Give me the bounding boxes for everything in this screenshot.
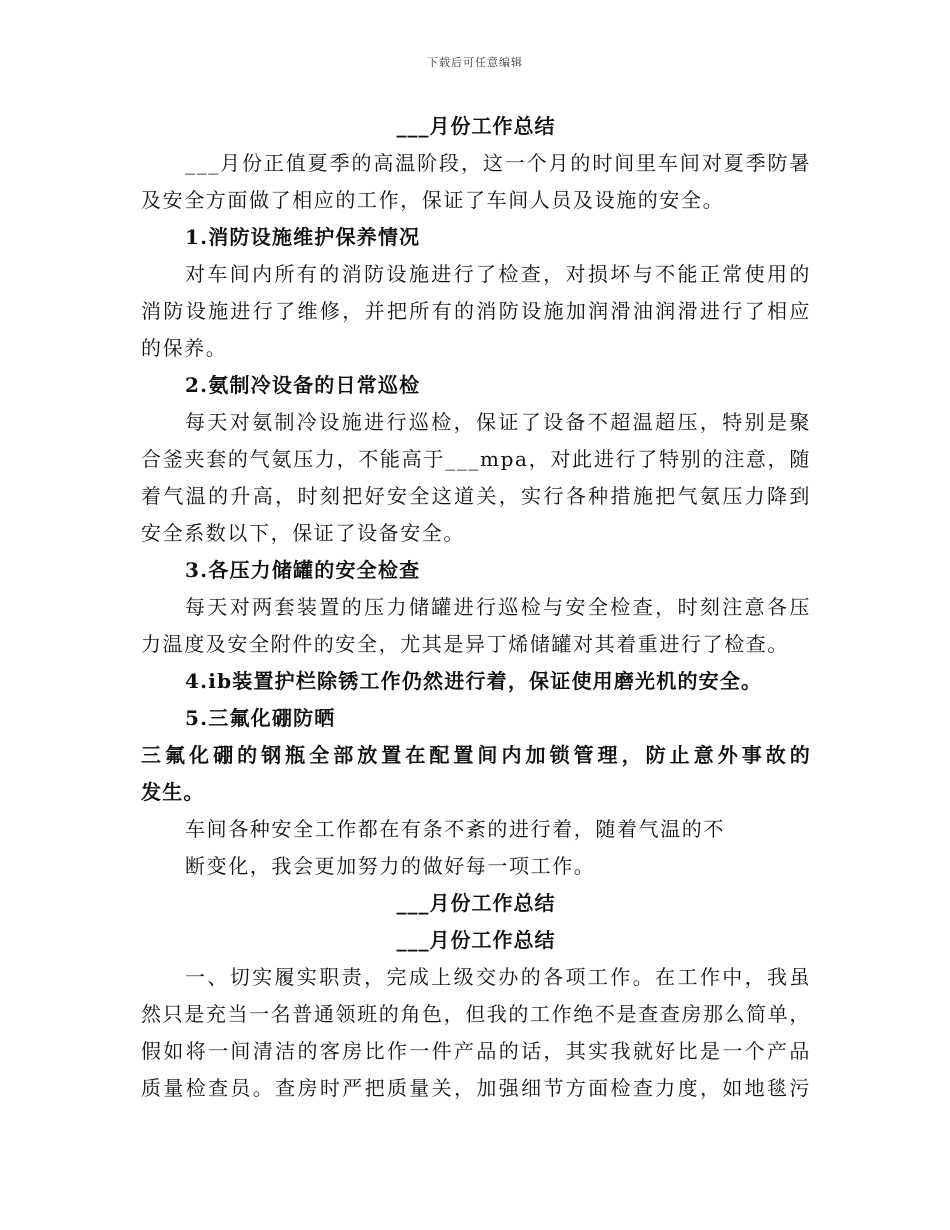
paragraph-line: 力温度及安全附件的安全，尤其是异丁烯储罐对其着重进行了检查。 <box>141 632 789 656</box>
paragraph-line: 假如将一间清洁的客房比作一件产品的话，其实我就好比是一个产品 <box>141 1039 811 1063</box>
paragraph-line: 然只是充当一名普通领班的角色，但我的工作绝不是查查房那么简单， <box>141 1002 811 1026</box>
section-title: ___月份工作总结 <box>396 891 556 915</box>
paragraph-line: 合釜夹套的气氨压力，不能高于___mpa，对此进行了特别的注意，随 <box>141 447 811 471</box>
paragraph-line: 一、切实履实职责，完成上级交办的各项工作。在工作中，我虽 <box>185 965 811 989</box>
paragraph-line: 着气温的升高，时刻把好安全这道关，实行各种措施把气氨压力降到 <box>141 484 811 508</box>
paragraph-line: 消防设施进行了维修，并把所有的消防设施加润滑油润滑进行了相应 <box>141 299 811 323</box>
paragraph-line-bold: 三氟化硼的钢瓶全部放置在配置间内加锁管理，防止意外事故的 <box>141 743 811 767</box>
paragraph-line: 每天对氨制冷设施进行巡检，保证了设备不超温超压，特别是聚 <box>185 410 811 434</box>
paragraph-line-bold: 发生。 <box>141 780 205 804</box>
paragraph-line: 对车间内所有的消防设施进行了检查，对损坏与不能正常使用的 <box>185 262 811 286</box>
paragraph-line: 每天对两套装置的压力储罐进行巡检与安全检查，时刻注意各压 <box>185 595 811 619</box>
header-note: 下载后可任意编辑 <box>427 56 523 69</box>
section-title: ___月份工作总结 <box>396 114 556 138</box>
section-title: ___月份工作总结 <box>396 928 556 952</box>
subheading: 1.消防设施维护保养情况 <box>185 225 421 249</box>
paragraph-line: 车间各种安全工作都在有条不紊的进行着，随着气温的不 <box>185 817 725 841</box>
subheading: 3.各压力储罐的安全检查 <box>185 558 421 582</box>
paragraph-line: 质量检查员。查房时严把质量关，加强细节方面检查力度，如地毯污 <box>141 1076 811 1100</box>
paragraph-line: ___月份正值夏季的高温阶段，这一个月的时间里车间对夏季防暑 <box>185 151 811 175</box>
document-body <box>141 108 811 1107</box>
subheading: 2.氨制冷设备的日常巡检 <box>185 373 421 397</box>
subheading: 4.ib装置护栏除锈工作仍然进行着，保证使用磨光机的安全。 <box>185 669 763 693</box>
paragraph-line: 及安全方面做了相应的工作，保证了车间人员及设施的安全。 <box>141 188 725 212</box>
paragraph-line: 安全系数以下，保证了设备安全。 <box>141 521 465 545</box>
subheading: 5.三氟化硼防晒 <box>185 706 336 730</box>
paragraph-line: 的保养。 <box>141 336 228 360</box>
paragraph-line: 断变化，我会更加努力的做好每一项工作。 <box>185 854 596 878</box>
